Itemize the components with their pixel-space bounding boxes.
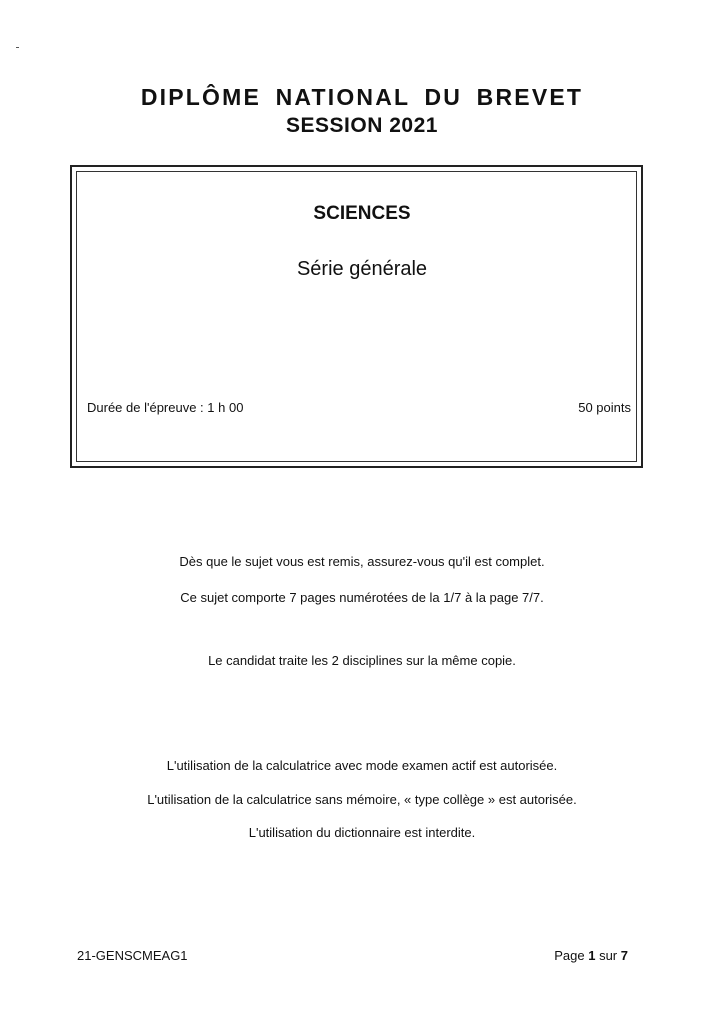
page-sep: sur: [599, 948, 618, 963]
instruction-calculator-college: L'utilisation de la calculatrice sans mémoire, « type collège » est autorisée.: [147, 792, 577, 807]
instruction-disciplines: Le candidat traite les 2 disciplines sur la même copie.: [208, 653, 516, 668]
scan-speck: [16, 47, 19, 48]
instruction-complete: Dès que le sujet vous est remis, assurez-vous qu'il est complet.: [179, 554, 545, 569]
instruction-calculator-exam: L'utilisation de la calculatrice avec mode examen actif est autorisée.: [166, 758, 558, 773]
exam-points: 50 points: [578, 400, 631, 415]
instruction-dictionary: L'utilisation du dictionnaire est interdite.: [248, 825, 476, 840]
subject-serie: Série générale: [296, 258, 428, 280]
subject-name: SCIENCES: [313, 203, 411, 224]
page-current: 1: [588, 948, 596, 963]
exam-title: DIPLÔME NATIONAL DU BREVET: [140, 84, 584, 110]
exam-duration: Durée de l'épreuve : 1 h 00: [87, 400, 244, 415]
page-total: 7: [620, 948, 628, 963]
subject-code: 21-GENSCMEAG1: [77, 948, 188, 963]
exam-session: SESSION 2021: [286, 114, 438, 137]
page-prefix: Page: [554, 948, 585, 963]
instruction-pages: Ce sujet comporte 7 pages numérotées de la 1/7 à la page 7/7.: [180, 590, 544, 605]
page-number: [554, 948, 628, 963]
